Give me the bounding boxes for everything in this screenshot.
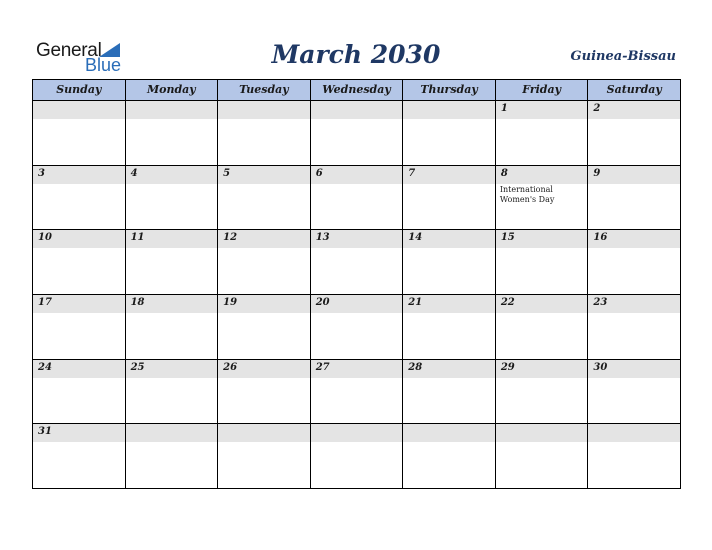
day-cell bbox=[310, 229, 404, 295]
day-cell bbox=[217, 423, 311, 489]
day-number: 19 bbox=[223, 297, 238, 308]
day-cell bbox=[125, 229, 219, 295]
day-cell bbox=[310, 359, 404, 425]
calendar-title: March 2030 bbox=[271, 40, 441, 69]
day-number-band bbox=[33, 101, 125, 119]
day-cell bbox=[310, 423, 404, 489]
day-number: 22 bbox=[500, 297, 515, 308]
day-number: 20 bbox=[315, 297, 330, 308]
weekday-header-wednesday: Wednesday bbox=[310, 79, 404, 101]
day-number: 11 bbox=[130, 232, 145, 244]
day-number-band bbox=[126, 166, 218, 184]
day-cell bbox=[402, 359, 496, 425]
day-cell bbox=[32, 165, 126, 231]
day-number-band bbox=[218, 424, 310, 442]
day-number: 23 bbox=[593, 297, 608, 308]
day-number: 31 bbox=[38, 426, 52, 438]
day-cell bbox=[125, 100, 219, 166]
day-number-band bbox=[311, 166, 403, 184]
day-number-band bbox=[403, 101, 495, 119]
day-number-band bbox=[218, 166, 310, 184]
day-number-band bbox=[496, 166, 588, 184]
weekday-header-tuesday: Tuesday bbox=[217, 79, 311, 101]
day-cell bbox=[587, 423, 681, 489]
day-number: 25 bbox=[130, 361, 145, 373]
day-number: 29 bbox=[500, 361, 515, 373]
day-cell bbox=[125, 359, 219, 425]
day-cell bbox=[32, 100, 126, 166]
day-number-band bbox=[588, 424, 680, 442]
day-number: 8 bbox=[500, 167, 508, 179]
day-cell bbox=[217, 359, 311, 425]
day-cell bbox=[587, 165, 681, 231]
day-cell bbox=[587, 229, 681, 295]
day-number: 27 bbox=[315, 361, 330, 373]
day-number-band bbox=[126, 101, 218, 119]
day-cell bbox=[217, 294, 311, 360]
day-number: 12 bbox=[223, 232, 238, 244]
day-cell bbox=[125, 294, 219, 360]
day-cell bbox=[495, 294, 589, 360]
day-number-band bbox=[126, 424, 218, 442]
day-cell bbox=[587, 359, 681, 425]
logo-blue-text: Blue bbox=[85, 55, 122, 75]
day-number: 10 bbox=[38, 232, 52, 244]
day-number: 21 bbox=[408, 297, 423, 308]
weekday-header-monday: Monday bbox=[125, 79, 219, 101]
day-number: 5 bbox=[223, 167, 231, 179]
day-number-band bbox=[33, 166, 125, 184]
day-cell bbox=[217, 100, 311, 166]
day-cell bbox=[32, 229, 126, 295]
weekday-header-friday: Friday bbox=[495, 79, 589, 101]
day-number: 13 bbox=[315, 232, 330, 244]
day-cell bbox=[495, 423, 589, 489]
day-cell bbox=[495, 100, 589, 166]
country-name: Guinea-Bissau bbox=[570, 49, 676, 64]
day-cell bbox=[310, 100, 404, 166]
weekday-header-sunday: Sunday bbox=[32, 79, 126, 101]
day-number: 9 bbox=[593, 167, 601, 179]
day-number: 26 bbox=[223, 361, 238, 373]
day-cell bbox=[495, 165, 589, 231]
day-cell bbox=[402, 294, 496, 360]
day-cell bbox=[32, 359, 126, 425]
day-number-band bbox=[311, 101, 403, 119]
day-number: 3 bbox=[38, 167, 45, 179]
day-cell bbox=[495, 229, 589, 295]
day-cell bbox=[32, 294, 126, 360]
day-number: 17 bbox=[38, 297, 52, 308]
day-number: 1 bbox=[500, 103, 508, 114]
day-number: 18 bbox=[130, 297, 145, 308]
holiday-label: International Women's Day bbox=[499, 184, 555, 204]
day-cell bbox=[217, 229, 311, 295]
day-number-band bbox=[588, 166, 680, 184]
day-number: 4 bbox=[130, 167, 138, 179]
day-cell bbox=[125, 165, 219, 231]
day-number: 15 bbox=[500, 232, 515, 244]
day-number: 16 bbox=[593, 232, 608, 244]
weekday-header-thursday: Thursday bbox=[402, 79, 496, 101]
day-number-band bbox=[403, 424, 495, 442]
day-cell bbox=[587, 294, 681, 360]
day-number: 14 bbox=[408, 232, 423, 244]
day-number-band bbox=[496, 424, 588, 442]
day-cell bbox=[402, 100, 496, 166]
calendar-grid bbox=[32, 79, 680, 489]
weekday-header-saturday: Saturday bbox=[587, 79, 681, 101]
day-number: 24 bbox=[38, 361, 52, 373]
day-number: 6 bbox=[315, 167, 323, 179]
day-cell bbox=[402, 165, 496, 231]
logo-general-text: General bbox=[36, 40, 102, 61]
day-number: 2 bbox=[593, 103, 601, 114]
day-cell bbox=[32, 423, 126, 489]
day-number: 7 bbox=[408, 167, 416, 179]
day-cell bbox=[310, 165, 404, 231]
day-number-band bbox=[311, 424, 403, 442]
day-cell bbox=[310, 294, 404, 360]
day-cell bbox=[495, 359, 589, 425]
day-cell bbox=[125, 423, 219, 489]
day-cell bbox=[402, 229, 496, 295]
day-number-band bbox=[588, 101, 680, 119]
day-cell bbox=[587, 100, 681, 166]
day-cell bbox=[217, 165, 311, 231]
day-number: 30 bbox=[593, 361, 608, 373]
day-number: 28 bbox=[408, 361, 423, 373]
day-cell bbox=[402, 423, 496, 489]
day-number-band bbox=[218, 101, 310, 119]
day-number-band bbox=[403, 166, 495, 184]
day-number-band bbox=[496, 101, 588, 119]
